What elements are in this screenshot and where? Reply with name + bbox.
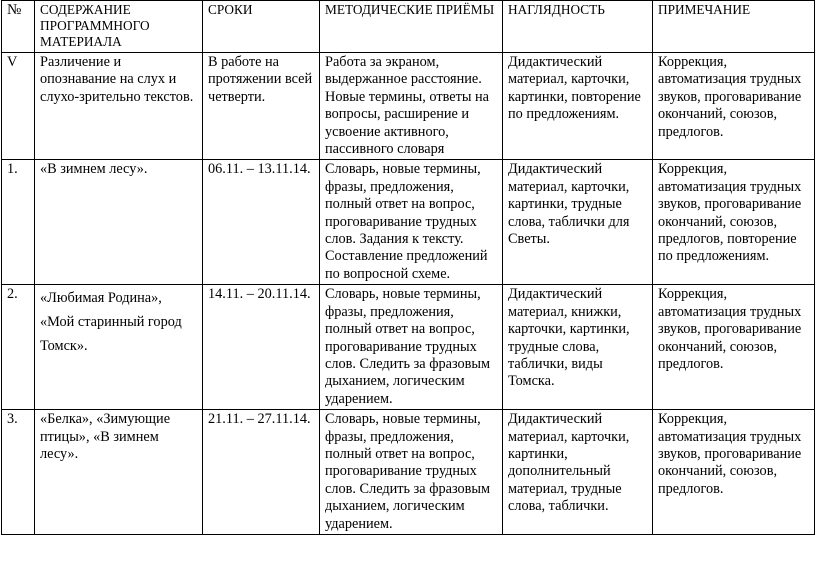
header-content: СОДЕРЖАНИЕ ПРОГРАММНОГО МАТЕРИАЛА: [35, 1, 203, 53]
header-visuals: НАГЛЯДНОСТЬ: [503, 1, 653, 53]
cell-visuals: Дидактический материал, карточки, картинки, трудные слова, таблички для Светы.: [503, 160, 653, 285]
cell-content: «Белка», «Зимующие птицы», «В зимнем лесу».: [35, 410, 203, 535]
cell-number: 2.: [2, 285, 35, 410]
cell-number: V: [2, 53, 35, 160]
cell-methods: Работа за экраном, выдержанное расстояние. Новые термины, ответы на вопросы, расширение и усвоение активного, пассивного словаря: [320, 53, 503, 160]
cell-number: 3.: [2, 410, 35, 535]
table-row: [2, 285, 815, 410]
cell-visuals: Дидактический материал, карточки, картинки, повторение по предложениям.: [503, 53, 653, 160]
cell-methods: Словарь, новые термины, фразы, предложения, полный ответ на вопрос, проговаривание трудных слов. Следить за фразовым дыханием, логическим ударением.: [320, 410, 503, 535]
cell-methods: Словарь, новые термины, фразы, предложения, полный ответ на вопрос, проговаривание трудных слов. Следить за фразовым дыханием, логическим ударением.: [320, 285, 503, 410]
cell-visuals: Дидактический материал, карточки, картинки, дополнительный материал, трудные слова, таблички.: [503, 410, 653, 535]
cell-number: 1.: [2, 160, 35, 285]
cell-notes: Коррекция, автоматизация трудных звуков, проговаривание окончаний, союзов, предлогов.: [653, 410, 815, 535]
cell-notes: Коррекция, автоматизация трудных звуков, проговаривание окончаний, союзов, предлогов, повторение по предложениям.: [653, 160, 815, 285]
cell-content: «В зимнем лесу».: [35, 160, 203, 285]
cell-dates: 21.11. – 27.11.14.: [203, 410, 320, 535]
cell-methods: Словарь, новые термины, фразы, предложения, полный ответ на вопрос, проговаривание трудных слов. Задания к тексту. Составление предложений по вопросной схеме.: [320, 160, 503, 285]
cell-content: Различение и опознавание на слух и слухо-зрительно текстов.: [35, 53, 203, 160]
cell-visuals: Дидактический материал, книжки, карточки, картинки, трудные слова, таблички, виды Томска.: [503, 285, 653, 410]
table-row: [2, 410, 815, 535]
table-row: [2, 160, 815, 285]
header-row: [2, 1, 815, 53]
cell-notes: Коррекция, автоматизация трудных звуков, проговаривание окончаний, союзов, предлогов.: [653, 53, 815, 160]
header-dates: СРОКИ: [203, 1, 320, 53]
table-row: [2, 53, 815, 160]
header-methods: МЕТОДИЧЕСКИЕ ПРИЁМЫ: [320, 1, 503, 53]
cell-notes: Коррекция, автоматизация трудных звуков, проговаривание окончаний, союзов, предлогов.: [653, 285, 815, 410]
lesson-plan-table: [1, 0, 815, 535]
cell-content: «Любимая Родина», «Мой старинный город Томск».: [35, 285, 203, 410]
header-notes: ПРИМЕЧАНИЕ: [653, 1, 815, 53]
cell-dates: 14.11. – 20.11.14.: [203, 285, 320, 410]
cell-dates: 06.11. – 13.11.14.: [203, 160, 320, 285]
header-number: №: [2, 1, 35, 53]
cell-dates: В работе на протяжении всей четверти.: [203, 53, 320, 160]
